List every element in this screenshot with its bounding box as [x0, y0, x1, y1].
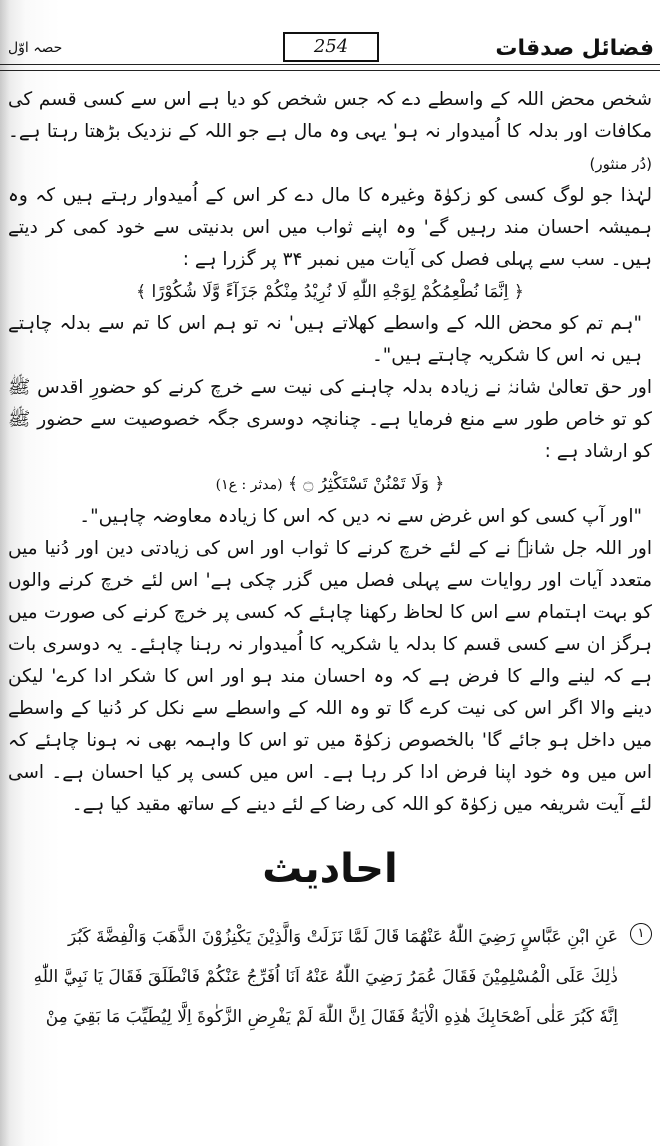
paragraph-4: اور اللہ جل شانہٗ نے کے لئے خرچ کرنے کا ثواب اور اس کی زیادتی دین اور دُنیا میں متعدد آیات اور روایات سے پہلی فصل میں گزر چکی ہے' اس لئے خرچ کرنے والوں کو بہت اہتمام سے اس کا لحاظ رکھنا چاہئے کہ کسی پر خرچ کرنے کی صورت میں ہرگز ان سے کسی قسم کا بدلہ یا شکریہ کا اُمیدوار نہ رہنا چاہئے۔ یہ دوسری بات ہے کہ لینے والے کا فرض ہے کہ وہ احسان مند ہو اور اس کا شکر ادا کرے' لیکن دینے والا اگر اس کی نیت کرے گا تو وہ اللہ کے واسطے سے نکل کر دُنیا کے واسطے میں داخل ہو جائے گا' بالخصوص زکوٰۃ میں تو اس کا واہمہ بھی نہ ہونا چاہئے کہ اس میں وہ خود اپنا فرض ادا کر رہا ہے۔ اس میں کسی پر کیا احسان ہے۔ اسی لئے آیت شریفہ میں زکوٰۃ کو اللہ کی رضا کے لئے دینے کے ساتھ مقید کیا ہے۔	[8, 538, 652, 815]
part-label: حصہ اوّل	[8, 40, 63, 56]
hadith-number: ١	[630, 923, 652, 945]
paragraph-1	[8, 84, 652, 180]
paragraph-1-text: شخص محض اللہ کے واسطے دے کہ جس شخص کو دیا ہے اس سے کسی قسم کی مکافات اور بدلہ کا اُمیدوار نہ ہو' یہی وہ مال ہے جو اللہ کے نزدیک بڑھتا رہتا ہے۔	[8, 89, 652, 142]
hadith-1	[8, 917, 652, 1037]
header-rule-bottom	[0, 70, 660, 71]
verse-2-reference: (مدثر : ع۱)	[215, 477, 283, 493]
page-body	[8, 84, 652, 1037]
quran-verse-2-text: ﴿ وَلَا تَمْنُنْ تَسْتَكْثِرُ ۝ ﴾	[287, 474, 445, 494]
page-header	[0, 28, 660, 68]
quran-verse-1: ﴿ اِنَّمَا نُطْعِمُكُمْ لِوَجْهِ اللّٰهِ لَا نُرِيْدُ مِنْكُمْ جَزَآءً وَّلَا شُكُوْرًا ﴾	[136, 282, 524, 302]
quran-verse-2	[8, 468, 652, 501]
page-number: 254	[283, 32, 379, 62]
reference-durr-manthur: (دُر منثور)	[589, 155, 652, 173]
paragraph-2: لہٰذا جو لوگ کسی کو زکوٰۃ وغیرہ کا مال دے کر اس کے اُمیدوار رہتے ہیں کہ وہ ہمیشہ احسان مند رہیں گے' وہ اپنے ثواب میں اس بدنیتی سے خود کمی کر دیتے ہیں۔ سب سے پہلی فصل کی آیات میں نمبر ۳۴ پر گزرا ہے :	[8, 185, 652, 270]
book-title: فضائل صدقات	[495, 36, 654, 61]
verse-2-translation: "اور آپ کسی کو اس غرض سے نہ دیں کہ اس کا زیادہ معاوضہ چاہیں"۔	[79, 506, 642, 527]
hadith-line-3: اِنَّهٗ كَبُرَ عَلٰى اَصْحَابِكَ هٰذِهِ الْاٰيَةُ فَقَالَ اِنَّ اللّٰهَ لَمْ يَفْرِضِ الزَّكٰوةَ اِلَّا لِيُطَيِّبَ مَا بَقِيَ مِنْ	[45, 1007, 618, 1027]
header-rule-top	[0, 64, 660, 65]
hadith-line-1: عَنِ ابْنِ عَبَّاسٍ رَضِيَ اللّٰهُ عَنْهُمَا قَالَ لَمَّا نَزَلَتْ وَالَّذِيْنَ يَكْنِزُوْنَ الذَّهَبَ وَالْفِضَّةَ كَبُرَ	[67, 927, 618, 947]
paragraph-3: اور حق تعالیٰ شانہٗ نے زیادہ بدلہ چاہنے کی نیت سے خرچ کرنے کو حضورِ اقدس ﷺ کو تو خاص طور سے منع فرمایا ہے۔ چنانچہ دوسری جگہ خصوصیت سے حضور ﷺ کو ارشاد ہے :	[8, 377, 652, 462]
section-title-ahadith: احادیث	[262, 846, 398, 892]
verse-1-translation: "ہم تم کو محض اللہ کے واسطے کھلاتے ہیں' نہ تو ہم اس کا تم سے بدلہ چاہتے ہیں نہ اس کا شکریہ چاہتے ہیں"۔	[8, 313, 642, 366]
hadith-line-2: ذٰلِكَ عَلَى الْمُسْلِمِيْنَ فَقَالَ عُمَرُ رَضِيَ اللّٰهُ عَنْهُ اَنَا اُفَرِّجُ عَنْكُمْ فَانْطَلَقَ فَقَالَ يَا نَبِيَّ اللّٰهِ	[33, 967, 618, 987]
